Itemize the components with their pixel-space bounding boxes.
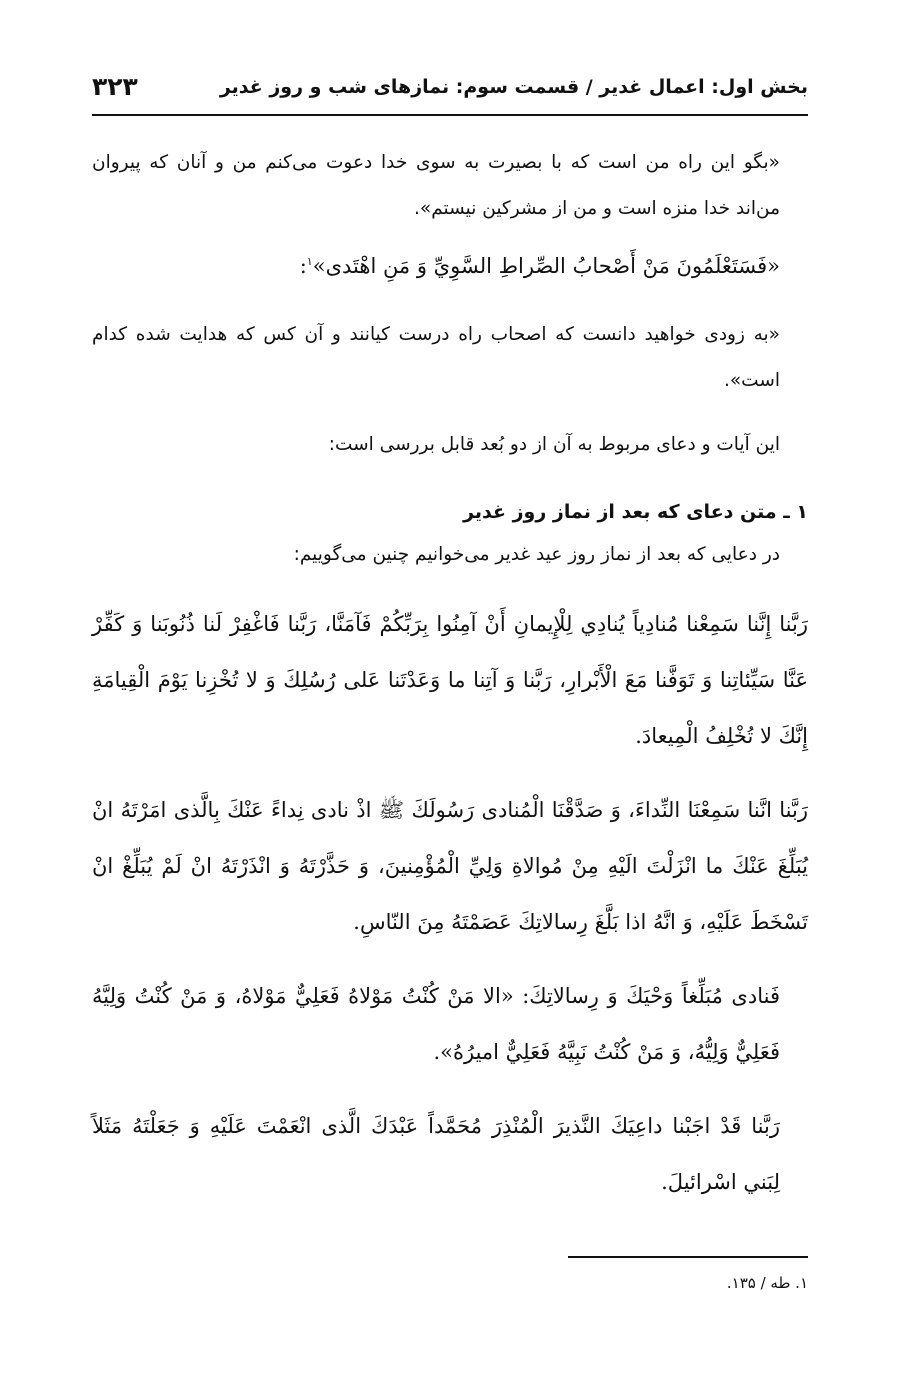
paragraph-dua-intro: در دعایی که بعد از نماز روز عید غدیر می‌خوانیم چنین می‌گوییم: (293, 544, 780, 565)
page-content (92, 140, 808, 1210)
paragraph-translation-2: «به زودی خواهید دانست که اصحاب راه درست کیانند و آن کس که هدایت شده کدام است». (92, 324, 780, 391)
footnote-reference[interactable]: ۱ (306, 255, 313, 268)
verse-text: «فَسَتَعْلَمُونَ مَنْ أَصْحابُ الصِّراطِ السَّوِيِّ وَ مَنِ اهْتَدى» (312, 254, 780, 278)
paragraph-quran-verse (92, 238, 808, 294)
paragraph-dua-3: فَنادى مُبَلِّغاً وَحْيَكَ وَ رِسالاتِكَ: «الا مَنْ كُنْتُ مَوْلاهُ فَعَلِيٌّ مَوْلاهُ، وَ مَنْ كُنْتُ وَلِيَّهُ فَعَلِيٌّ وَلِيُّهُ، وَ مَنْ كُنْتُ نَبِيَّهُ فَعَلِيٌّ اميرُهُ». (92, 984, 780, 1064)
footnote: ۱. طه / ۱۳۵. (726, 1274, 808, 1292)
running-header (92, 70, 808, 116)
paragraph-dua-2: رَبَّنا انَّنا سَمِعْنَا النِّداءَ، وَ صَدَّقْنَا الْمُنادى رَسُولَكَ ﷺ اذْ نادى نِداءً عَنْكَ بِالَّذى امَرْتَهُ انْ يُبَلِّغَ عَنْكَ ما انْزَلْتَ الَيْهِ مِنْ مُوالاةِ وَلِيِّ الْمُؤْمِنينَ، وَ حَذَّرْتَهُ وَ انْذَرْتَهُ انْ لَمْ يُبَلِّغْ انْ تَسْخَطَ عَلَيْهِ، وَ انَّهُ اذا بَلَّغَ رِسالاتِكَ عَصَمْتَهُ مِنَ النّاسِ. (92, 798, 808, 934)
header-title: بخش اول: اعمال غدیر / قسمت سوم: نمازهای شب و روز غدیر (219, 76, 808, 98)
paragraph-translation-1: «بگو این راه من است که با بصیرت به سوی خدا دعوت می‌کنم من و آنان که پیروان من‌اند خدا منزه است و من از مشرکین نیستم». (92, 152, 780, 219)
section-heading: ۱ ـ متن دعای که بعد از نماز روز غدیر (463, 501, 808, 523)
footnote-divider (568, 1256, 808, 1258)
paragraph-intro: این آیات و دعای مربوط به آن از دو بُعد قابل بررسی است: (328, 434, 780, 455)
paragraph-dua-4: رَبَّنا قَدْ اجَبْنا داعِيَكَ النَّذيرَ الْمُنْذِرَ مُحَمَّداً عَبْدَكَ الَّذى انْعَمْتَ عَلَيْهِ وَ جَعَلْتَهُ مَثَلاً لِبَني اسْرائيلَ. (92, 1114, 780, 1194)
paragraph-dua-1: رَبَّنا إِنَّنا سَمِعْنا مُنادِياً يُنادِي لِلْإِيمانِ أَنْ آمِنُوا بِرَبِّكُمْ فَآمَنَّا، رَبَّنا فَاغْفِرْ لَنا ذُنُوبَنا وَ كَفِّرْ عَنَّا سَيِّئاتِنا وَ تَوَفَّنا مَعَ الْأَبْرارِ، رَبَّنا وَ آتِنا ما وَعَدْتَنا عَلى رُسُلِكَ وَ لا تُخْزِنا يَوْمَ الْقِيامَةِ إِنَّكَ لا تُخْلِفُ الْمِيعادَ. (92, 612, 808, 748)
book-page (92, 0, 808, 1390)
page-number: ۳۲۳ (92, 72, 138, 101)
verse-tail: : (299, 254, 307, 278)
